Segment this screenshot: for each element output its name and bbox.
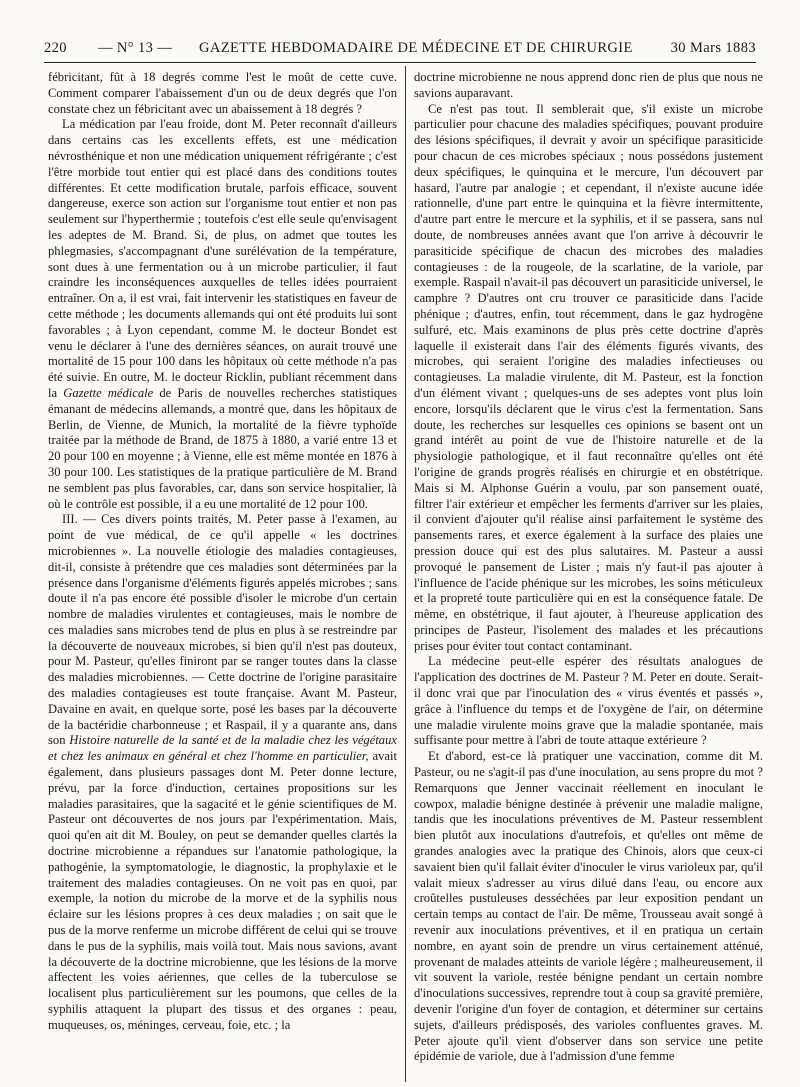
column-divider	[405, 66, 406, 1082]
paragraph	[48, 512, 397, 1033]
paragraph	[48, 117, 397, 512]
italic-title: Gazette médicale	[63, 385, 154, 400]
paragraph: fébricitant, fût à 18 degrés comme l'est le moût de cette cuve. Comment comparer l'abaissement d'un ou de deux degrés que l'on constate chez un fébricitant avec un abaissement à 18 degrés ?	[48, 70, 397, 116]
paragraph: Et d'abord, est-ce là pratiquer une vaccination, comme dit M. Pasteur, ou ne s'agit-il pas d'une inoculation, au sens propre du mot ? Remarquons que Jenner vaccinait réellement en inoculant le cowpox, maladie bénigne destinée à prévenir une maladie maligne, tandis que les inoculations préventives de M. Pasteur ressemblent bien plutôt aux inoculations d'autrefois, et qu'elles ont même de grandes analogies avec la pratique des Chinois, alors que ceux-ci savaient bien qu'il fallait éviter d'inoculer le virus varioleux par, qu'il valait mieux s'adresser au virus dilué dans l'eau, ou encore aux croûtelles pustuleuses desséchées par leur exposition pendant un certain temps au contact de l'air. De même, Trousseau avait songé à revenir aux inoculations préventives, et il en pratiqua un certain nombre, en ayant soin de prendre un virus certainement atténué, provenant de malades atteints de variole légère ; malheureusement, il vit souvent la variole, restée bénigne pendant un certain nombre d'inoculations successives, reprendre tout à coup sa gravité première, devenir l'origine d'un foyer de contagion, et déterminer sur certains sujets, d'ailleurs prédisposés, des varioles confluentes graves. M. Peter ajoute qu'il vient d'observer dans son service une petite épidémie de variole, due à l'admission d'une femme	[414, 749, 763, 1064]
text-run: III. — Ces divers points traités, M. Peter passe à l'examen, au point de vue médical, de ce qu'il appelle « les doctrines microbiennes ». La nouvelle étiologie des maladies contagieuses, dit-il, consiste à prétendre que ces maladies sont déterminées par la présence dans l'organisme d'éléments figurés appelés microbes ; sans doute il n'a pas encore été possible d'isoler le microbe d'un certain nombre de maladies virulentes et contagieuses, mais le nombre de ces maladies sans microbes tend de plus en plus à se restreindre par la découverte de nouveaux microbes, si bien qu'il n'est pas douteux, pour M. Pasteur, qu'elles finiront par se ranger toutes dans la classe des maladies microbiennes. — Cette doctrine de l'origine parasitaire des maladies contagieuses est toute française. Avant M. Pasteur, Davaine en avait, en quelque sorte, posé les bases par la découverte de la bactéridie charbonneuse ; et Raspail, il y a quarante ans, dans son	[48, 512, 397, 748]
issue-number: — N° 13 —	[98, 40, 173, 56]
left-column	[48, 70, 397, 1082]
journal-title: GAZETTE HEBDOMADAIRE DE MÉDECINE ET DE CHIRURGIE	[199, 40, 633, 56]
page-number: 220	[44, 40, 67, 56]
text-run: avait également, dans plusieurs passages dont M. Peter donne lecture, prévu, par la force d'induction, certaines propositions sur les maladies parasitaires, que la sagacité et le génie scientifiques de M. Pasteur ont découvertes de nos jours par l'expérimentation. Mais, quoi qu'en ait dit M. Bouley, on peut se demander quelles clartés la doctrine microbienne a répandues sur l'anatomie pathologique, la pathogénie, la symptomatologie, le diagnostic, la prophylaxie et le traitement des maladies contagieuses. On ne voit pas en quoi, par exemple, la notion du microbe de la morve et de la syphilis nous éclaire sur les lésions propres à ces deux maladies ; on sait que le pus de la morve renferme un microbe différent de celui qui se trouve dans le pus de la syphilis, mais voilà tout. Mais nous savions, avant la découverte de la doctrine microbienne, que les lésions de la morve affectent les voies aériennes, que celles de la tuberculose se localisent plus particulièrement sur les poumons, que celles de la syphilis attaquent la plupart des tissus et des organes : peau, muqueuses, os, méninges, cerveau, foie, etc. ; la	[48, 749, 397, 1032]
right-column	[414, 70, 763, 1082]
paragraph: doctrine microbienne ne nous apprend donc rien de plus que nous ne savions auparavant.	[414, 70, 763, 100]
italic-title: Histoire naturelle de la santé et de la maladie chez les végétaux et chez les animaux en général et chez l'homme en particulier,	[48, 733, 397, 764]
text-run: de Paris de nouvelles recherches statistiques émanant de médecins allemands, a montré que, dans les hôpitaux de Berlin, de Vienne, de Munich, la mortalité de la fièvre typhoïde traitée par la méthode de Brand, de 1875 à 1880, a varié entre 13 et 20 pour 100 en moyenne ; à Vienne, elle est même montée en 1876 à 30 pour 100. Les statistiques de la pratique particulière de M. Brand ne semblent pas plus favorables, car, dans son service hospitalier, là où le contrôle est possible, il a eu une mortalité de 12 pour 100.	[48, 385, 397, 511]
running-header	[44, 38, 756, 63]
issue-date: 30 Mars 1883	[670, 40, 756, 56]
paragraph: La médecine peut-elle espérer des résultats analogues de l'application des doctrines de M. Pasteur ? M. Peter en doute. Serait-il donc vrai que par l'inoculation des « virus éventés et passés », grâce à l'influence du temps et de l'oxygène de l'air, on détermine une maladie virulente moins grave que la maladie spontanée, mais suffisante pour mettre à l'abri de toute attaque extérieure ?	[414, 654, 763, 748]
text-run: La médication par l'eau froide, dont M. Peter reconnaît d'ailleurs dans certains cas les excellents effets, est une médication névrosthénique et non une médication uniquement réfrigérante ; c'est l'être morbide tout entier qui est placé dans des conditions toutes différentes. Et cette modification brutale, parfois efficace, souvent dangereuse, exerce son action sur l'organisme tout entier et non pas seulement sur l'hyperthermie ; toutefois c'est elle seule qu'envisagent les adeptes de M. Brand. Si, de plus, on admet que toutes les phlegmasies, s'accompagnant d'une surélévation de la température, sont dues à une fermentation ou à un microbe particulier, il faut craindre les inconséquences auxquelles de telles idées pourraient entraîner. On a, il est vrai, fait intervenir les statistiques en faveur de cette méthode ; les documents allemands qui ont été produits lui sont favorables ; à Lyon cependant, comme M. le docteur Bondet est venu le déclarer à l'une des dernières séances, on aurait trouvé une mortalité de 15 pour 100 dans les hôpitaux où cette méthode n'a pas été suivie. En outre, M. le docteur Ricklin, publiant récemment dans la	[48, 117, 397, 400]
paragraph: Ce n'est pas tout. Il semblerait que, s'il existe un microbe particulier pour chacune des maladies spécifiques, pouvant produire des lésions spécifiques, il devrait y avoir un spécifique parasiticide pour chacun de ces microbes spéciaux ; nous possédons justement deux spécifiques, le quinquina et le mercure, l'un découvert par hasard, l'autre par analogie ; et cependant, il n'existe aucune idée rationnelle, d'une part entre le quinquina et la fièvre intermittente, d'autre part entre le mercure et la syphilis, et il se passera, sans nul doute, de nombreuses années avant que l'on arrive à découvrir le parasiticide spécifique de chacun des microbes des maladies contagieuses : de la rougeole, de la scarlatine, de la variole, par exemple. Raspail n'avait-il pas découvert un parasiticide universel, le camphre ? D'autres ont cru trouver ce parasiticide dans l'acide phénique ; d'autres, enfin, tout récemment, dans le gaz hydrogène sulfuré, etc. Mais examinons de plus près cette doctrine d'après laquelle il existerait dans l'air des éléments figurés vivants, des microbes, qui seraient l'origine des maladies infectieuses ou contagieuses. La maladie virulente, dit M. Pasteur, est la fonction d'un élément vivant ; quelques-uns de ses adeptes vont plus loin encore, lorsqu'ils déclarent que le virus c'est la fermentation. Sans doute, les recherches sur lesquelles ces opinions se basent ont un grand intérêt au point de vue de l'histoire naturelle et de la physiologie pathologique, et il faut reconnaître qu'elles ont été l'origine de grands progrès réalisés en chirurgie et en obstétrique. Mais si M. Alphonse Guérin a voulu, par son pansement ouaté, filtrer l'air extérieur et empêcher les ferments d'arriver sur les plaies, il convient d'ajouter qu'il réalise ainsi parfaitement le système des pansements rares, et exerce également à la surface des plaies une pression douce qui est des plus salutaires. M. Pasteur a aussi provoqué le pansement de Lister ; mais n'y faut-il pas ajouter à l'influence de l'acide phénique sur les microbes, les soins méticuleux et la propreté toute particulière qui en est la conséquence fatale. De même, en obstétrique, il faut ajouter, à l'heureuse application des principes de Pasteur, l'isolement des malades et les précautions prises pour éviter tout contact contaminant.	[414, 101, 763, 653]
